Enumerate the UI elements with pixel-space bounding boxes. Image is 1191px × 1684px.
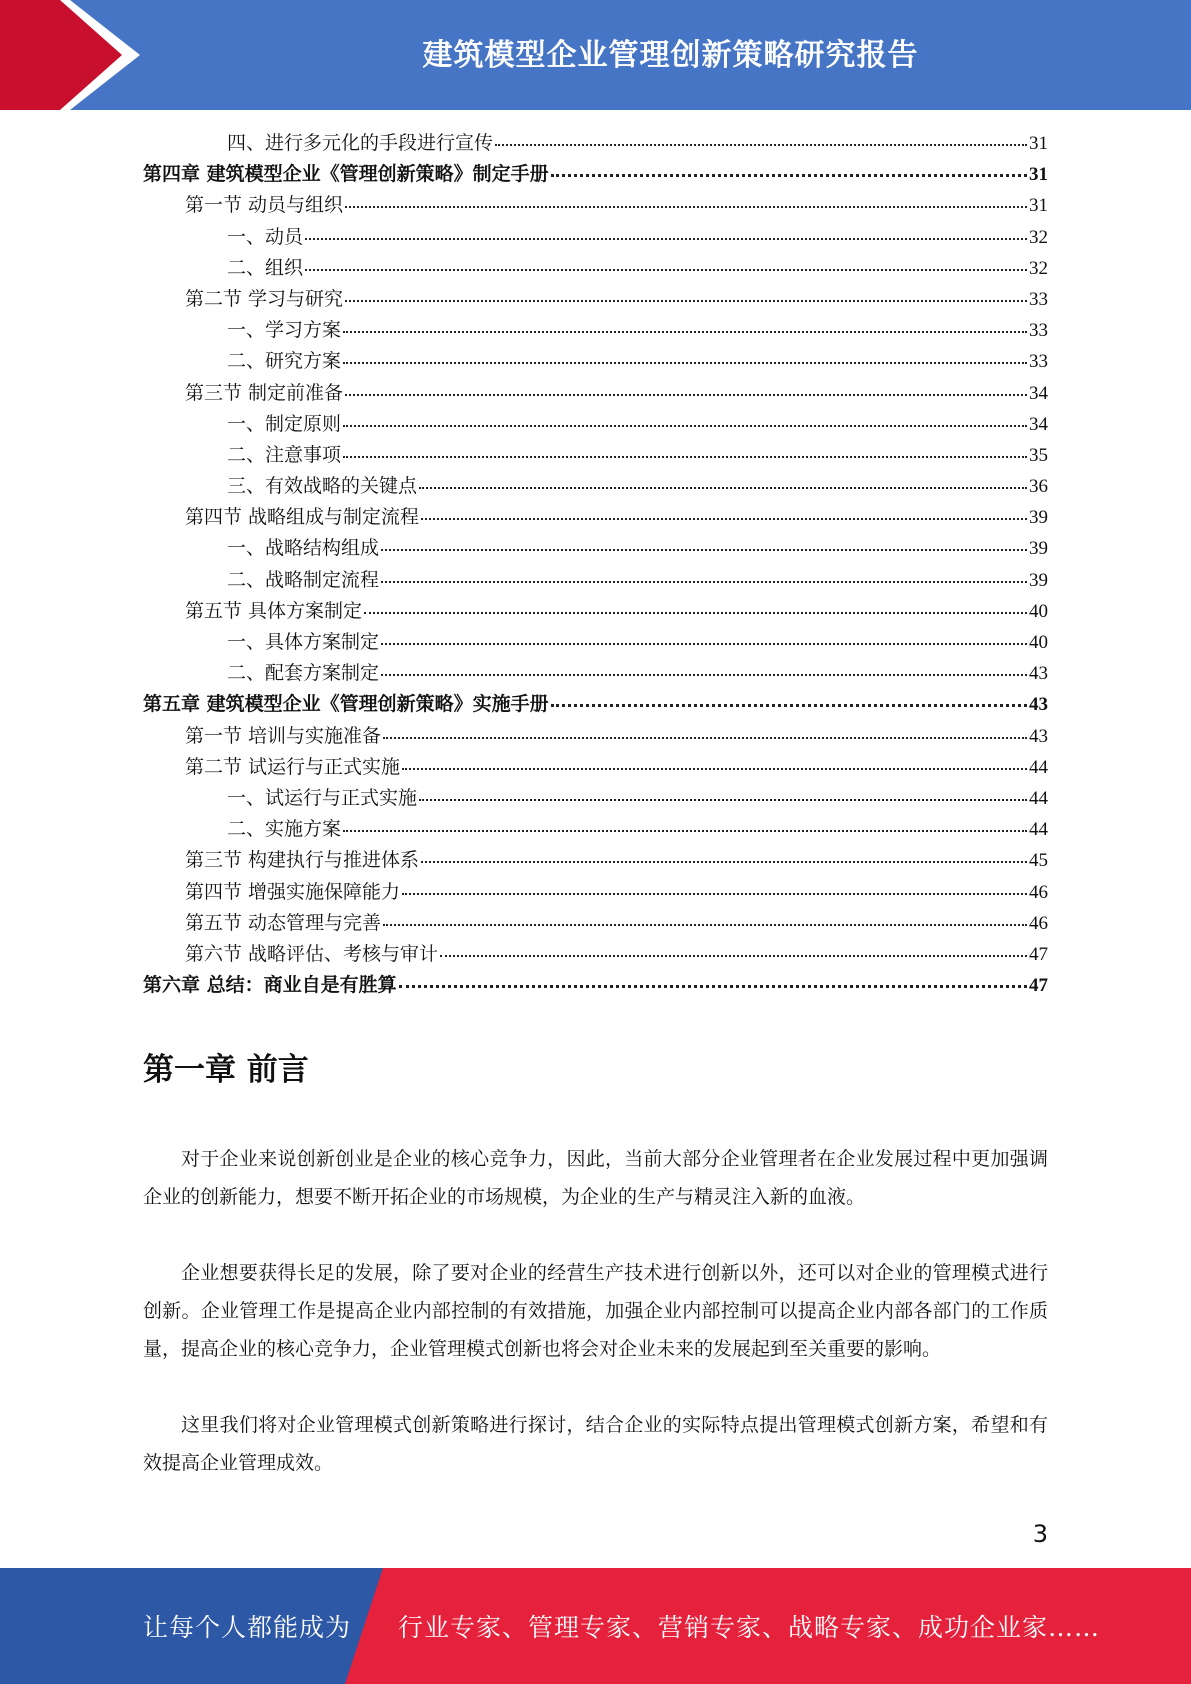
toc-dot-leader — [343, 331, 1027, 333]
toc-entry[interactable] — [143, 533, 1048, 564]
toc-entry-page: 31 — [1029, 133, 1048, 154]
toc-dot-leader — [402, 768, 1027, 770]
toc-entry-page: 32 — [1029, 226, 1048, 248]
toc-dot-leader — [381, 643, 1027, 645]
toc-entry-page: 35 — [1029, 444, 1048, 466]
toc-entry[interactable] — [143, 689, 1048, 720]
toc-entry[interactable] — [143, 877, 1048, 908]
toc-entry[interactable] — [143, 845, 1048, 876]
toc-dot-leader — [381, 581, 1027, 583]
toc-entry-label: 二、研究方案 — [227, 350, 342, 373]
toc-entry-page: 33 — [1029, 320, 1048, 342]
toc-dot-leader — [419, 487, 1027, 489]
toc-entry-page: 47 — [1029, 943, 1048, 965]
toc-entry[interactable] — [143, 190, 1048, 221]
toc-entry[interactable] — [143, 128, 1048, 159]
toc-dot-leader — [383, 924, 1027, 926]
header-arrow-decoration — [0, 0, 160, 110]
toc-entry-label: 二、组织 — [227, 256, 304, 279]
toc-entry-page: 47 — [1029, 975, 1048, 997]
toc-dot-leader — [402, 893, 1027, 895]
toc-entry-page: 44 — [1029, 819, 1048, 841]
toc-dot-leader — [381, 674, 1027, 676]
page-header — [0, 0, 1191, 110]
toc-entry-page: 44 — [1029, 756, 1048, 778]
toc-entry[interactable] — [143, 658, 1048, 689]
toc-entry[interactable] — [143, 908, 1048, 939]
toc-entry-page: 31 — [1029, 164, 1048, 186]
toc-entry-label: 第一节 培训与实施准备 — [185, 724, 382, 747]
toc-dot-leader — [305, 269, 1027, 271]
toc-entry-page: 45 — [1029, 850, 1048, 872]
toc-dot-leader — [345, 300, 1027, 302]
toc-entry-page: 46 — [1029, 881, 1048, 903]
toc-dot-leader — [343, 830, 1027, 832]
toc-entry-label: 第五章 建筑模型企业《管理创新策略》实施手册 — [143, 693, 549, 716]
toc-entry[interactable] — [143, 159, 1048, 190]
chapter-title: 第一章 前言 — [143, 1052, 309, 1088]
toc-dot-leader — [551, 704, 1027, 707]
toc-entry[interactable] — [143, 346, 1048, 377]
chapter-body — [143, 1140, 1048, 1520]
toc-dot-leader — [305, 238, 1027, 240]
toc-entry-page: 39 — [1029, 569, 1048, 591]
toc-entry-page: 40 — [1029, 600, 1048, 622]
toc-entry[interactable] — [143, 721, 1048, 752]
toc-entry-page: 43 — [1029, 725, 1048, 747]
toc-entry[interactable] — [143, 752, 1048, 783]
toc-entry[interactable] — [143, 627, 1048, 658]
toc-entry-label: 第二节 试运行与正式实施 — [185, 755, 401, 778]
toc-dot-leader — [343, 425, 1027, 427]
body-paragraph: 企业想要获得长足的发展，除了要对企业的经营生产技术进行创新以外，还可以对企业的管理模式进行创新。企业管理工作是提高企业内部控制的有效措施，加强企业内部控制可以提高企业内部各部门的工作质量，提高企业的核心竞争力，企业管理模式创新也将会对企业未来的发展起到至关重要的影响。 — [143, 1262, 1048, 1360]
toc-entry-page: 36 — [1029, 476, 1048, 498]
toc-entry-label: 第二节 学习与研究 — [185, 287, 344, 310]
toc-dot-leader — [399, 985, 1027, 988]
toc-entry[interactable] — [143, 222, 1048, 253]
toc-entry[interactable] — [143, 409, 1048, 440]
toc-entry-label: 一、制定原则 — [227, 412, 342, 435]
toc-entry[interactable] — [143, 970, 1048, 1001]
toc-entry[interactable] — [143, 502, 1048, 533]
toc-entry-page: 40 — [1029, 632, 1048, 653]
toc-dot-leader — [419, 799, 1027, 801]
page-number: 3 — [1032, 1520, 1048, 1548]
toc-entry-page: 43 — [1029, 663, 1048, 685]
toc-entry-label: 第四节 战略组成与制定流程 — [185, 506, 420, 529]
footer-slogan-left: 让每个人都能成为 — [143, 1613, 352, 1642]
toc-entry-page: 34 — [1029, 413, 1048, 435]
toc-entry-label: 第五节 动态管理与完善 — [185, 911, 382, 934]
toc-entry-label: 一、学习方案 — [227, 319, 342, 342]
toc-entry-label: 一、试运行与正式实施 — [227, 786, 418, 809]
toc-dot-leader — [495, 144, 1027, 146]
toc-entry-label: 二、配套方案制定 — [227, 662, 380, 685]
toc-dot-leader — [343, 456, 1027, 458]
toc-entry-page: 33 — [1029, 288, 1048, 310]
toc-entry-page: 31 — [1029, 195, 1048, 217]
toc-entry-label: 二、注意事项 — [227, 443, 342, 466]
toc-entry[interactable] — [143, 378, 1048, 409]
page-footer — [0, 1568, 1191, 1684]
toc-entry[interactable] — [143, 315, 1048, 346]
report-title: 建筑模型企业管理创新策略研究报告 — [422, 38, 919, 73]
toc-entry-label: 四、进行多元化的手段进行宣传 — [227, 132, 494, 154]
table-of-contents — [143, 128, 1048, 1001]
toc-dot-leader — [383, 737, 1027, 739]
body-paragraph: 这里我们将对企业管理模式创新策略进行探讨，结合企业的实际特点提出管理模式创新方案，希望和有效提高企业管理成效。 — [143, 1414, 1048, 1474]
toc-entry-label: 二、实施方案 — [227, 818, 342, 841]
footer-slogan-right: 行业专家、管理专家、营销专家、战略专家、成功企业家…… — [398, 1613, 1101, 1642]
toc-entry[interactable] — [143, 284, 1048, 315]
toc-entry-label: 一、具体方案制定 — [227, 631, 380, 653]
toc-entry-label: 第三节 构建执行与推进体系 — [185, 849, 420, 872]
toc-entry-page: 33 — [1029, 351, 1048, 373]
toc-entry-label: 三、有效战略的关键点 — [227, 475, 418, 498]
toc-entry-label: 二、战略制定流程 — [227, 568, 380, 591]
toc-entry[interactable] — [143, 783, 1048, 814]
toc-dot-leader — [381, 549, 1027, 551]
toc-entry-page: 34 — [1029, 382, 1048, 404]
toc-dot-leader — [345, 206, 1027, 208]
toc-entry[interactable] — [143, 253, 1048, 284]
toc-entry[interactable] — [143, 939, 1048, 970]
toc-dot-leader — [364, 612, 1027, 614]
toc-dot-leader — [551, 174, 1027, 177]
toc-entry-label: 一、战略结构组成 — [227, 537, 380, 560]
toc-entry-label: 第六章 总结：商业自是有胜算 — [143, 974, 397, 997]
toc-entry-page: 39 — [1029, 507, 1048, 529]
toc-dot-leader — [421, 861, 1027, 863]
toc-entry-label: 一、动员 — [227, 225, 304, 248]
toc-entry[interactable] — [143, 814, 1048, 845]
toc-entry[interactable] — [143, 440, 1048, 471]
toc-dot-leader — [345, 394, 1027, 396]
toc-entry[interactable] — [143, 471, 1048, 502]
toc-entry-label: 第三节 制定前准备 — [185, 381, 344, 404]
toc-dot-leader — [440, 955, 1027, 957]
toc-dot-leader — [343, 362, 1027, 364]
toc-entry-page: 46 — [1029, 912, 1048, 934]
toc-entry[interactable] — [143, 596, 1048, 627]
toc-entry-label: 第六节 战略评估、考核与审计 — [185, 942, 439, 965]
toc-entry-page: 39 — [1029, 538, 1048, 560]
toc-entry[interactable] — [143, 565, 1048, 596]
toc-entry-page: 32 — [1029, 257, 1048, 279]
toc-entry-label: 第四章 建筑模型企业《管理创新策略》制定手册 — [143, 163, 549, 186]
toc-entry-page: 44 — [1029, 787, 1048, 809]
toc-entry-page: 43 — [1029, 694, 1048, 716]
toc-dot-leader — [421, 518, 1027, 520]
toc-entry-label: 第四节 增强实施保障能力 — [185, 880, 401, 903]
body-paragraph: 对于企业来说创新创业是企业的核心竞争力，因此，当前大部分企业管理者在企业发展过程中更加强调企业的创新能力，想要不断开拓企业的市场规模，为企业的生产与精灵注入新的血液。 — [143, 1148, 1048, 1208]
toc-entry-label: 第五节 具体方案制定 — [185, 599, 363, 622]
toc-entry-label: 第一节 动员与组织 — [185, 194, 344, 217]
